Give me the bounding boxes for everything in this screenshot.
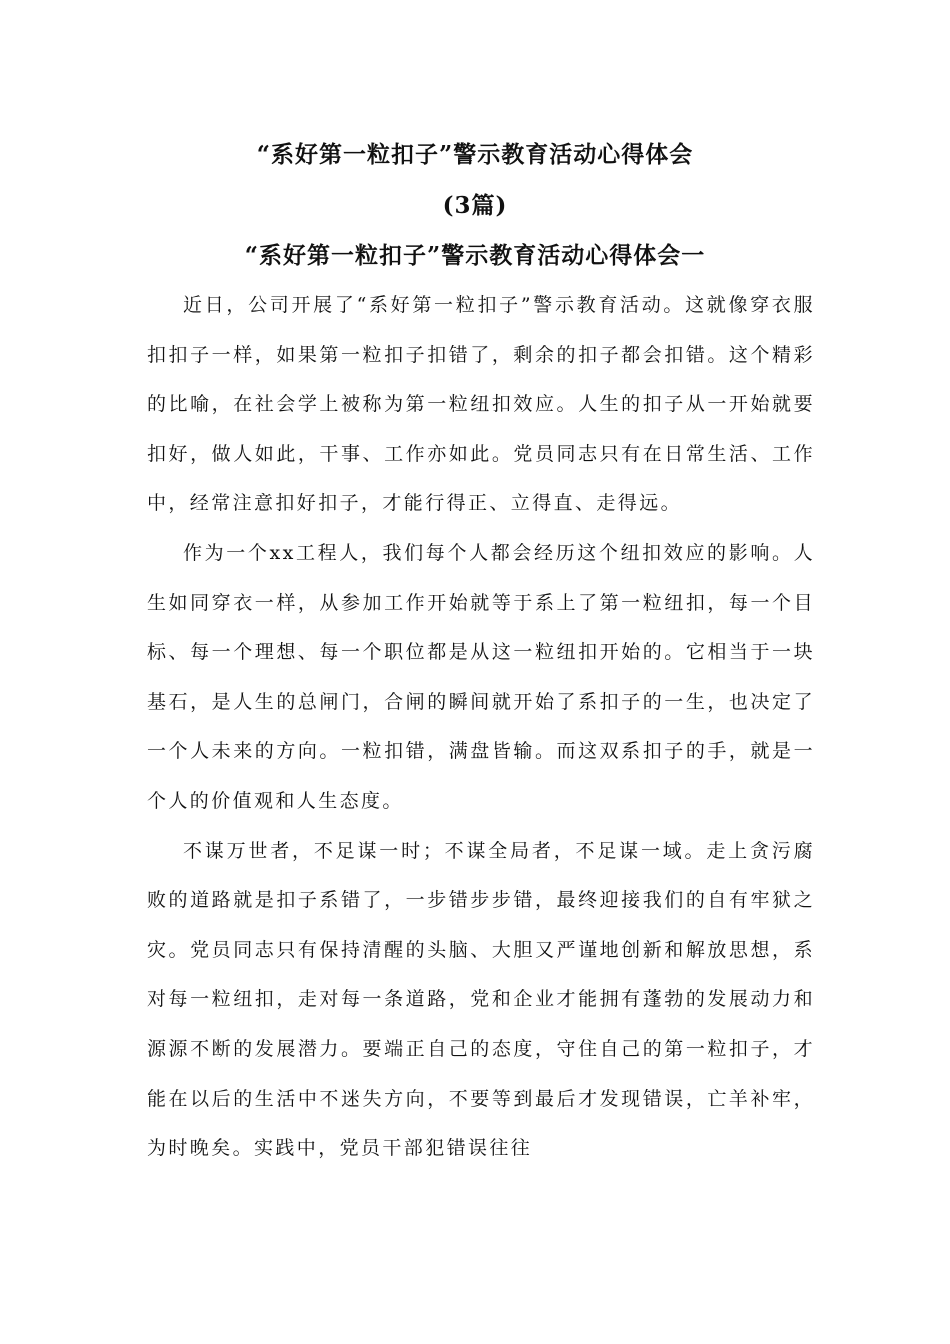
body-text xyxy=(147,281,815,1174)
document-title: “系好第一粒扣子”警示教育活动心得体会 xyxy=(256,141,694,168)
document-subtitle: (3篇) xyxy=(442,192,508,219)
section-heading: “系好第一粒扣子”警示教育活动心得体会一 xyxy=(244,242,706,269)
paragraph-1: 近日，公司开展了“系好第一粒扣子”警示教育活动。这就像穿衣服扣扣子一样，如果第一粒扣子扣错了，剩余的扣子都会扣错。这个精彩的比喻，在社会学上被称为第一粒纽扣效应。人生的扣子从一开始就要扣好，做人如此，干事、工作亦如此。党员同志只有在日常生活、工作中，经常注意扣好扣子，才能行得正、立得直、走得远。 xyxy=(147,294,815,515)
paragraph-3: 不谋万世者，不足谋一时；不谋全局者，不足谋一域。走上贪污腐败的道路就是扣子系错了，一步错步步错，最终迎接我们的自有牢狱之灾。党员同志只有保持清醒的头脑、大胆又严谨地创新和解放思想，系对每一粒纽扣，走对每一条道路，党和企业才能拥有蓬勃的发展动力和源源不断的发展潜力。要端正自己的态度，守住自己的第一粒扣子，才能在以后的生活中不迷失方向，不要等到最后才发现错误，亡羊补牢，为时晚矣。实践中，党员干部犯错误往往 xyxy=(147,839,815,1160)
paragraph-2: 作为一个xx工程人，我们每个人都会经历这个纽扣效应的影响。人生如同穿衣一样，从参加工作开始就等于系上了第一粒纽扣，每一个目标、每一个理想、每一个职位都是从这一粒纽扣开始的。它相当于一块基石，是人生的总闸门，合闸的瞬间就开始了系扣子的一生，也决定了一个人未来的方向。一粒扣错，满盘皆输。而这双系扣子的手，就是一个人的价值观和人生态度。 xyxy=(147,541,815,812)
